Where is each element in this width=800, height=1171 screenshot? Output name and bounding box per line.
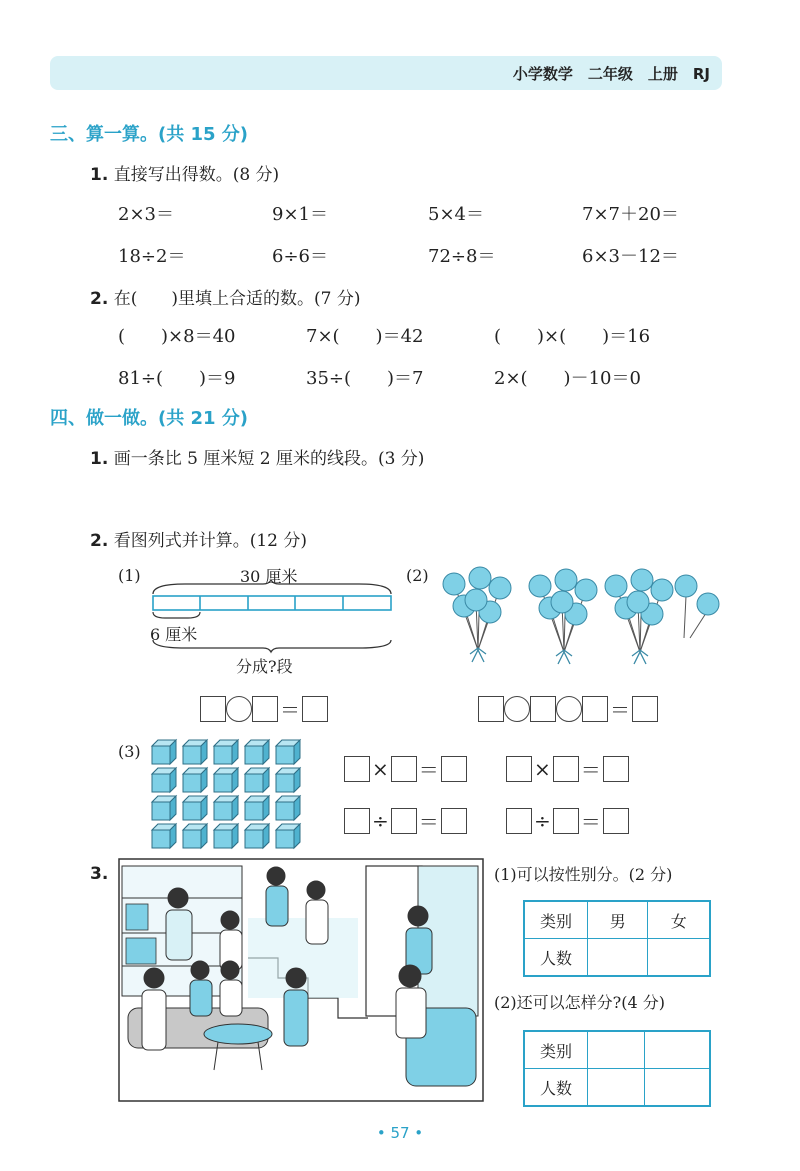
multiply-sign: × xyxy=(534,756,551,781)
answer-box[interactable] xyxy=(441,756,467,782)
answer-cell[interactable] xyxy=(588,1069,645,1107)
equation-3b xyxy=(506,754,629,783)
answer-cell[interactable] xyxy=(644,1069,710,1107)
question-number: 1. xyxy=(90,165,109,185)
calc-item: 72÷8＝ xyxy=(428,246,496,267)
answer-box[interactable] xyxy=(302,696,328,722)
question-4-2 xyxy=(90,526,307,551)
section-4-title: 四、做一做。(共 21 分) xyxy=(50,408,249,429)
question-number: 1. xyxy=(90,449,109,469)
multiply-sign: × xyxy=(372,756,389,781)
answer-box[interactable] xyxy=(553,808,579,834)
question-number: 3. xyxy=(90,864,109,884)
equals-sign: ＝ xyxy=(610,698,630,722)
answer-box[interactable] xyxy=(252,696,278,722)
problem-2-label: (2) xyxy=(406,566,429,585)
custom-category-table xyxy=(523,1030,711,1107)
question-number: 2. xyxy=(90,289,109,309)
equals-sign: ＝ xyxy=(580,810,601,834)
fill-item: 81÷( )＝9 xyxy=(118,368,236,389)
section-3-title: 三、算一算。(共 15 分) xyxy=(50,124,249,145)
equals-sign: ＝ xyxy=(580,758,601,782)
calc-item: 9×1＝ xyxy=(272,204,328,225)
answer-box[interactable] xyxy=(344,808,370,834)
equation-2 xyxy=(478,694,658,723)
balloon-groups-image xyxy=(436,562,726,672)
balloon-bunch xyxy=(443,567,511,662)
equation-1 xyxy=(200,694,328,723)
question-number: 2. xyxy=(90,531,109,551)
operator-circle[interactable] xyxy=(504,696,530,722)
divide-sign: ÷ xyxy=(372,808,389,833)
calc-item: 6×3－12＝ xyxy=(582,246,679,267)
equation-3d xyxy=(506,806,629,835)
piece-length-label: 6 厘米 xyxy=(150,625,198,644)
answer-box[interactable] xyxy=(344,756,370,782)
answer-box[interactable] xyxy=(582,696,608,722)
answer-box[interactable] xyxy=(632,696,658,722)
answer-box[interactable] xyxy=(603,808,629,834)
question-text: 画一条比 5 厘米短 2 厘米的线段。(3 分) xyxy=(113,449,425,469)
question-text: 在( )里填上合适的数。(7 分) xyxy=(113,289,361,309)
total-length-label: 30 厘米 xyxy=(240,567,298,586)
answer-cell[interactable] xyxy=(644,1031,710,1069)
answer-box[interactable] xyxy=(506,808,532,834)
table-header: 女 xyxy=(648,901,710,939)
operator-circle[interactable] xyxy=(556,696,582,722)
operator-circle[interactable] xyxy=(226,696,252,722)
page-number: • 57 • xyxy=(376,1124,424,1142)
table-header: 类别 xyxy=(524,901,588,939)
question-3-2 xyxy=(90,284,360,309)
calc-item: 5×4＝ xyxy=(428,204,484,225)
problem-3-label: (3) xyxy=(118,742,141,761)
answer-box[interactable] xyxy=(530,696,556,722)
answer-cell[interactable] xyxy=(588,939,648,977)
calc-item: 18÷2＝ xyxy=(118,246,186,267)
answer-cell[interactable] xyxy=(588,1031,645,1069)
equation-3a xyxy=(344,754,467,783)
answer-box[interactable] xyxy=(553,756,579,782)
fill-item: ( )×8＝40 xyxy=(118,326,236,347)
fill-item: 2×( )－10＝0 xyxy=(494,368,641,389)
sub-question-1: (1)可以按性别分。(2 分) xyxy=(494,865,673,884)
sub-question-2: (2)还可以怎样分?(4 分) xyxy=(494,993,665,1012)
equation-3c xyxy=(344,806,467,835)
answer-cell[interactable] xyxy=(648,939,710,977)
equals-sign: ＝ xyxy=(280,698,300,722)
equals-sign: ＝ xyxy=(418,810,439,834)
answer-box[interactable] xyxy=(391,756,417,782)
segment-question: 分成?段 xyxy=(236,657,293,676)
answer-box[interactable] xyxy=(391,808,417,834)
equals-sign: ＝ xyxy=(418,758,439,782)
answer-box[interactable] xyxy=(506,756,532,782)
fill-item: 7×( )＝42 xyxy=(306,326,424,347)
book-title: 小学数学 二年级 上册 RJ xyxy=(512,65,710,83)
answer-box[interactable] xyxy=(603,756,629,782)
answer-box[interactable] xyxy=(200,696,226,722)
fill-item: 35÷( )＝7 xyxy=(306,368,424,389)
table-row-label: 人数 xyxy=(524,939,588,977)
cubes-image xyxy=(148,738,308,850)
answer-box[interactable] xyxy=(478,696,504,722)
fill-item: ( )×( )＝16 xyxy=(494,326,651,347)
problem-1-label: (1) xyxy=(118,566,141,585)
table-header: 类别 xyxy=(524,1031,588,1069)
answer-box[interactable] xyxy=(441,808,467,834)
calc-item: 6÷6＝ xyxy=(272,246,328,267)
header-bar xyxy=(50,56,722,90)
question-4-1 xyxy=(90,444,424,469)
table-header: 男 xyxy=(588,901,648,939)
calc-item: 2×3＝ xyxy=(118,204,174,225)
question-3-1 xyxy=(90,160,279,185)
question-text: 看图列式并计算。(12 分) xyxy=(113,531,308,551)
question-text: 直接写出得数。(8 分) xyxy=(113,165,280,185)
divide-sign: ÷ xyxy=(534,808,551,833)
calc-item: 7×7＋20＝ xyxy=(582,204,679,225)
table-row-label: 人数 xyxy=(524,1069,588,1107)
gender-table xyxy=(523,900,711,977)
room-people-illustration xyxy=(118,858,484,1102)
